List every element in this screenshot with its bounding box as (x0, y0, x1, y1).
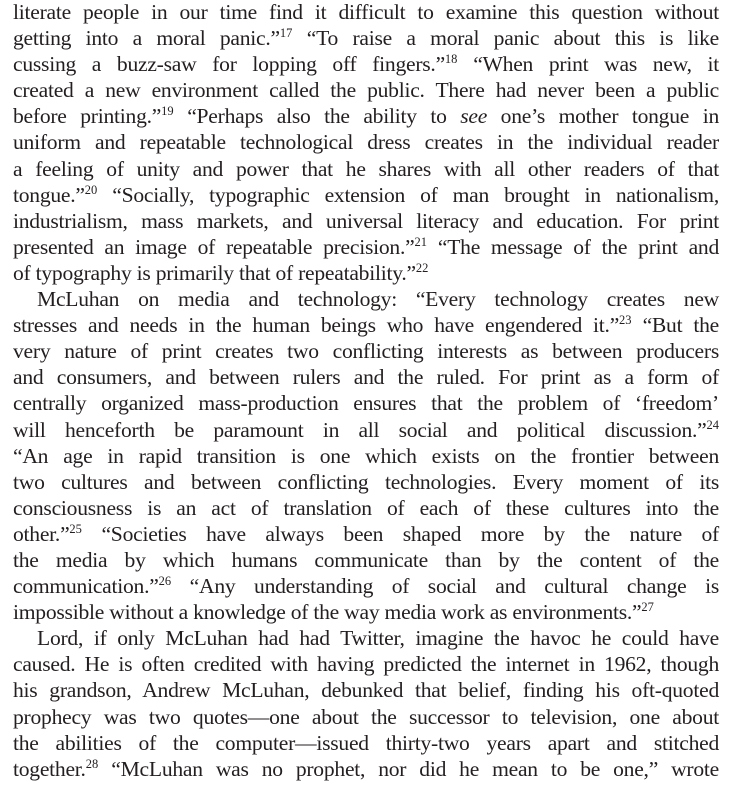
text-run: communication.” (13, 574, 159, 599)
text-run: “Socially, typographic extension of man brought in nationalism, (97, 182, 719, 207)
footnote-ref: 20 (84, 182, 98, 197)
text-line (13, 547, 719, 573)
text-line (13, 77, 719, 103)
text-run: his grandson, Andrew McLuhan, debunked that belief, finding his oft-quoted (13, 678, 719, 703)
footnote-ref: 17 (279, 26, 293, 41)
text-run: industrialism, mass markets, and universal literacy and education. For print (13, 208, 719, 233)
text-line (13, 599, 719, 625)
footnote-ref: 21 (414, 234, 427, 249)
book-page (13, 0, 719, 782)
paragraph (13, 625, 719, 782)
text-line (13, 704, 719, 730)
text-line (13, 182, 719, 208)
footnote-ref: 25 (69, 521, 82, 536)
text-run: “Any understanding of social and cultural change is (171, 574, 719, 599)
text-run: “When print was new, it (457, 52, 719, 77)
text-run: the abilities of the computer—issued thirty-two years apart and stitched (13, 730, 719, 755)
text-line (13, 443, 719, 469)
text-run: caused. He is often credited with having predicted the internet in 1962, though (13, 652, 719, 677)
text-run: a feeling of unity and power that he shares with all other readers of that (13, 156, 719, 181)
text-run: uniform and repeatable technological dress creates in the individual reader (13, 130, 719, 155)
text-run: stresses and needs in the human beings who have engendered it.” (13, 313, 620, 338)
text-run: tongue.” (13, 182, 85, 207)
text-line (13, 677, 719, 703)
text-run: “The message of the print and (426, 234, 720, 259)
text-run: “To raise a moral panic about this is like (292, 26, 719, 51)
text-run: impossible without a knowledge of the way media work as environments.” (13, 600, 642, 625)
text-line (13, 129, 719, 155)
text-line (13, 364, 719, 390)
text-line (13, 730, 719, 756)
text-run: of typography is primarily that of repeatability.” (13, 260, 416, 285)
text-run: “But the (631, 313, 720, 338)
paragraph (13, 286, 719, 625)
text-line (13, 573, 719, 599)
text-line (13, 260, 719, 286)
text-line (13, 286, 719, 312)
footnote-ref: 22 (415, 260, 429, 275)
text-run: and consumers, and between rulers and the ruled. For print as a form of (13, 365, 719, 390)
text-run: “Perhaps also the ability to (173, 104, 461, 129)
text-line (13, 521, 719, 547)
footnote-ref: 19 (161, 104, 174, 119)
text-line (13, 651, 719, 677)
text-line (13, 208, 719, 234)
text-run: centrally organized mass-production ensures that the problem of ‘freedom’ (13, 391, 719, 416)
text-line (13, 234, 719, 260)
text-line (13, 103, 719, 129)
text-run: two cultures and between conflicting technologies. Every moment of its (13, 469, 719, 494)
text-line (13, 0, 719, 25)
text-line (13, 312, 719, 338)
text-run: literate people in our time find it difficult to examine this question without (13, 0, 719, 24)
text-line (13, 25, 719, 51)
text-run: McLuhan on media and technology: “Every technology creates new (37, 287, 719, 312)
text-run: “An age in rapid transition is one which exists on the frontier between (13, 443, 719, 468)
text-run: together. (13, 756, 86, 781)
text-run: getting into a moral panic.” (13, 26, 280, 51)
text-run: prophecy was two quotes—one about the successor to television, one about (13, 704, 719, 729)
text-run: very nature of print creates two conflicting interests as between producers (13, 339, 719, 364)
footnote-ref: 28 (85, 756, 99, 771)
text-run: before printing.” (13, 104, 162, 129)
text-run: other.” (13, 521, 70, 546)
text-line (13, 417, 719, 443)
text-line (13, 156, 719, 182)
footnote-ref: 18 (444, 52, 458, 67)
text-line (13, 625, 719, 651)
text-line (13, 51, 719, 77)
text-run: presented an image of repeatable precision.” (13, 234, 415, 259)
text-run: one’s mother tongue in (487, 104, 720, 129)
footnote-ref: 24 (706, 417, 719, 432)
text-run: the media by which humans communicate than by the content of the (13, 547, 719, 572)
text-run: Lord, if only McLuhan had had Twitter, imagine the havoc he could have (37, 626, 719, 651)
text-line (13, 495, 719, 521)
text-line (13, 390, 719, 416)
text-run: “Societies have always been shaped more by the nature of (81, 521, 719, 546)
text-run: cussing a buzz-saw for lopping off fingers.” (13, 52, 445, 77)
text-line (13, 756, 719, 782)
text-run: will henceforth be paramount in all social and political discussion.” (13, 417, 707, 442)
text-line (13, 469, 719, 495)
footnote-ref: 26 (158, 574, 172, 589)
paragraph (13, 0, 719, 286)
footnote-ref: 23 (619, 313, 632, 328)
emphasis: see (460, 104, 488, 129)
text-run: consciousness is an act of translation of each of these cultures into the (13, 495, 719, 520)
text-run: created a new environment called the public. There had never been a public (13, 78, 719, 103)
footnote-ref: 27 (641, 600, 654, 615)
text-run: “McLuhan was no prophet, nor did he mean to be one,” wrote (98, 756, 719, 781)
text-line (13, 338, 719, 364)
